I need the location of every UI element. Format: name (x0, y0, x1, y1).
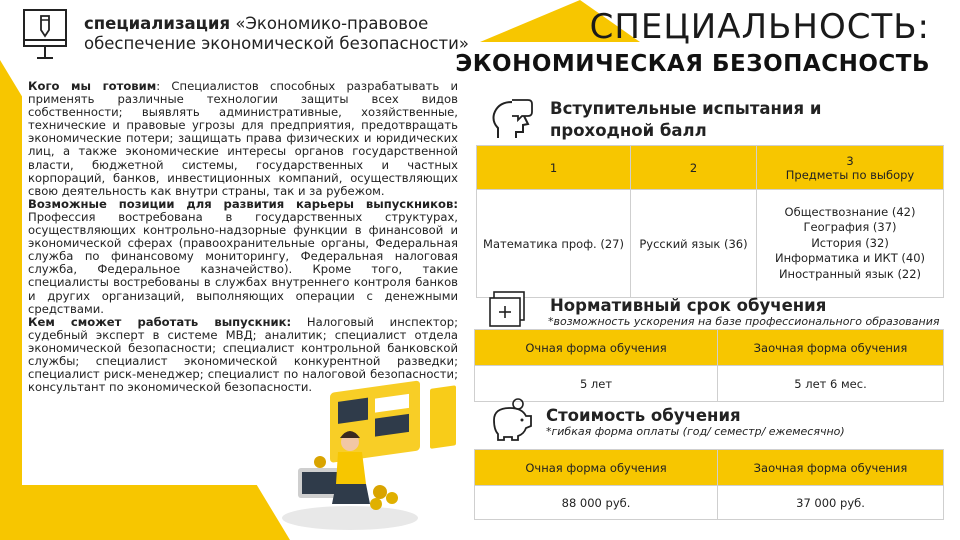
exams-header-row (477, 146, 944, 190)
who-text: : Специалистов способных разрабатывать и применять различные технологии защиты всех видов собственности; выявлять административные, хозяйственные, технические и правовые угрозы для предприятия, предотвращать экономические потери; защищать права физических и юридических лиц, а также экономические интересы органов государственной власти, бюджетной системы, государственных и частных корпораций, банков, инвестиционных компаний, осуществляющих свою деятельность как внутри страны, так и за рубежом. (28, 79, 458, 198)
jobs-text: Налоговый инспектор; судебный эксперт в системе МВД; аналитик; специалист отдела экономической безопасности; специалист контрольной банковской службы; специалист экономической конкурентной разведки; специалист риск-менеджер; специалист по налоговой безопасности; консультант по экономической безопасности. (28, 314, 458, 395)
exams-col-3 (757, 146, 944, 190)
cost-col-full: Очная форма обучения (475, 450, 718, 486)
jobs-label: Кем сможет работать выпускник: (28, 314, 292, 329)
choice-item: Иностранный язык (22) (778, 266, 922, 281)
specialization-value: «Экономико-правовое обеспечение экономической безопасности» (84, 14, 469, 53)
duration-value-row (475, 366, 944, 402)
who-paragraph (28, 80, 458, 198)
exams-subjects-row (477, 190, 944, 298)
specialization-icon (22, 8, 68, 62)
choice-item: Информатика и ИКТ (40) (774, 251, 926, 266)
choice-item: География (37) (803, 220, 897, 235)
duration-col-full: Очная форма обучения (475, 330, 718, 366)
title-line1: СПЕЦИАЛЬНОСТЬ: (589, 7, 930, 47)
career-label: Возможные позиции для развития карьеры выпускников: (28, 196, 458, 211)
cost-col-part: Заочная форма обучения (718, 450, 944, 486)
duration-val-full: 5 лет (475, 366, 718, 402)
calendar-add-icon (488, 290, 528, 328)
duration-note: *возможность ускорения на базе профессионального образования (548, 316, 958, 328)
cost-table (474, 449, 944, 520)
choice-item: Обществознание (42) (784, 204, 916, 219)
cost-heading: Стоимость обучения (546, 406, 741, 425)
duration-val-part: 5 лет 6 мес. (718, 366, 944, 402)
exams-col-3-label: Предметы по выбору (785, 167, 915, 182)
specialization-label: специализация (84, 14, 231, 33)
page-title (455, 6, 930, 78)
exams-choices (757, 190, 944, 298)
exams-col-1: 1 (477, 146, 631, 190)
thinking-head-icon (490, 98, 534, 142)
cost-header-row (475, 450, 944, 486)
cost-val-full: 88 000 руб. (475, 486, 718, 520)
exams-subject-1: Математика проф. (27) (477, 190, 631, 298)
duration-heading: Нормативный срок обучения (550, 296, 827, 315)
who-label: Кого мы готовим (28, 79, 157, 93)
exams-col-3-num: 3 (846, 153, 854, 168)
specialization-title (84, 14, 474, 54)
cost-note: *гибкая форма оплаты (год/ семестр/ ежемесячно) (546, 425, 845, 438)
career-paragraph (28, 198, 458, 316)
exams-subject-2: Русский язык (36) (631, 190, 757, 298)
duration-header-row (475, 330, 944, 366)
duration-table (474, 329, 944, 402)
exams-col-2: 2 (631, 146, 757, 190)
career-text: Профессия востребована в государственных структурах, осуществляющих контрольно-надзорные функции в финансовой и экономической сферах (правоохранительные органы, Федеральная служба по финансовому мониторингу, Федеральная налоговая служба, Федеральное казначейство). Кроме того, такие специалисты востребованы в службах внутреннего контроля банков и других организаций, выполняющих операции с денежными средствами. (28, 209, 458, 316)
cost-value-row (475, 486, 944, 520)
duration-col-part: Заочная форма обучения (718, 330, 944, 366)
description-text (28, 80, 458, 394)
piggy-bank-icon (488, 398, 534, 442)
title-line2: ЭКОНОМИЧЕСКАЯ БЕЗОПАСНОСТЬ (455, 51, 930, 77)
analyst-illustration (280, 380, 480, 530)
exams-heading: Вступительные испытания и проходной балл (550, 99, 822, 140)
cost-val-part: 37 000 руб. (718, 486, 944, 520)
choice-item: История (32) (811, 235, 889, 250)
exams-table (476, 145, 944, 298)
